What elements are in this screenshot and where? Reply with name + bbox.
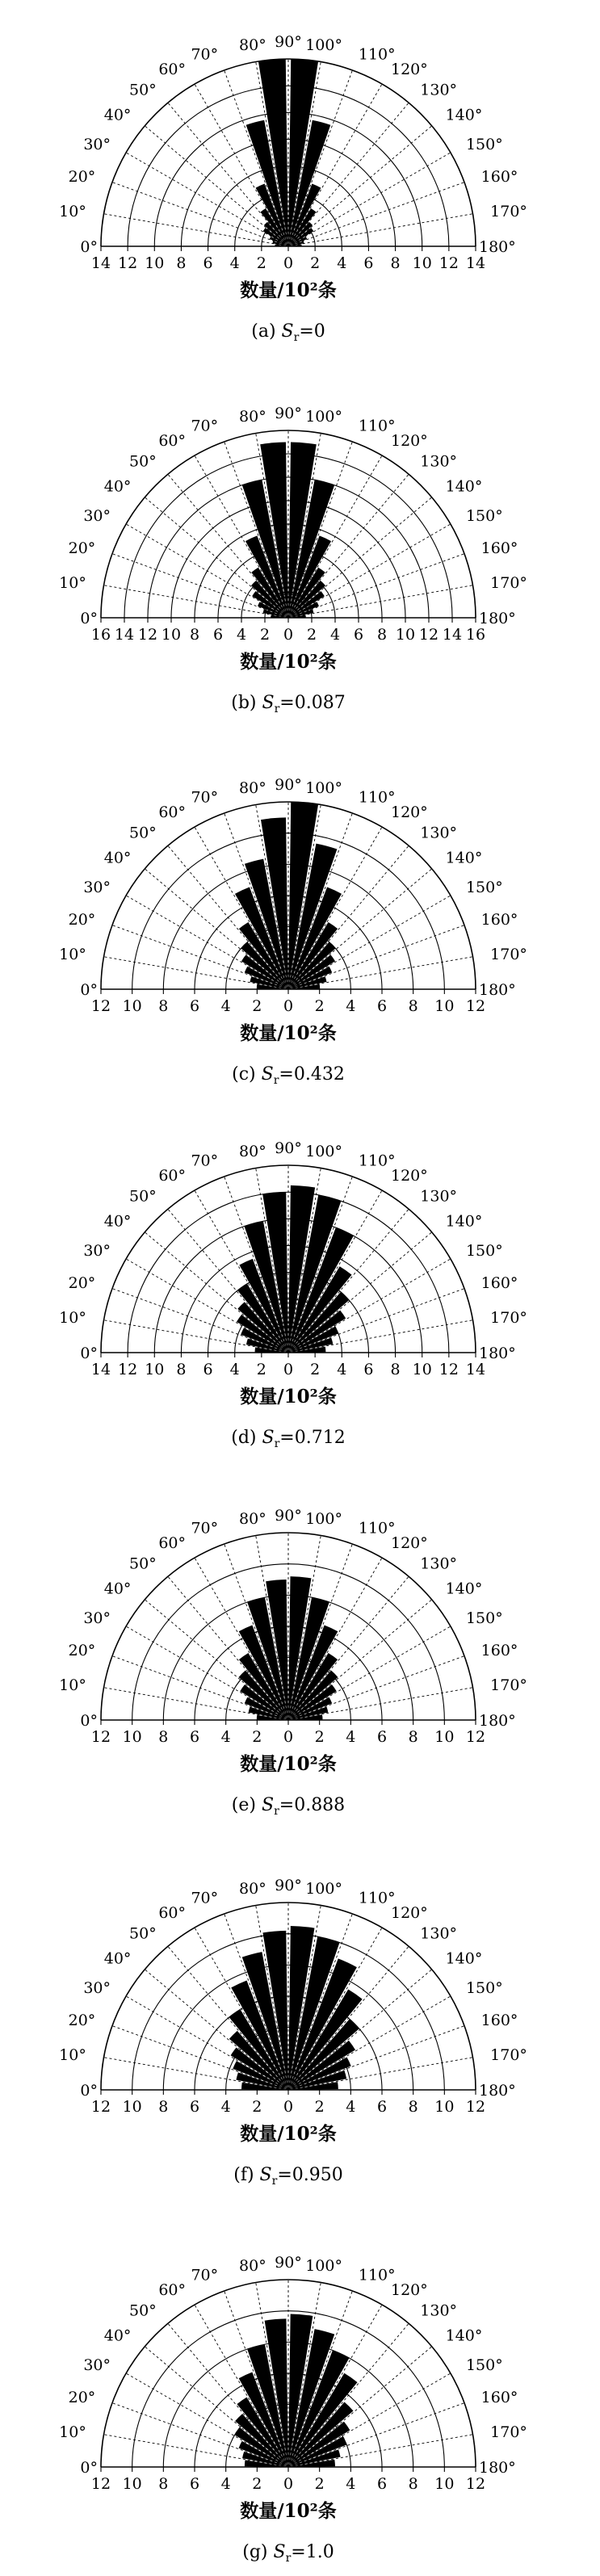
sr-value: =0.888 (279, 1795, 346, 1815)
sr-subscript: r (274, 1437, 280, 1450)
angle-label: 150° (465, 1609, 503, 1627)
angle-label: 180° (479, 1712, 516, 1730)
tick-label: 2 (252, 997, 262, 1015)
angle-label: 90° (275, 1507, 302, 1525)
angle-label: 160° (480, 2389, 518, 2407)
tick-label: 8 (390, 254, 401, 272)
tick-label: 8 (408, 1728, 418, 1746)
angle-label: 150° (465, 1242, 503, 1260)
tick-label: 2 (306, 626, 317, 644)
angle-label: 40° (103, 106, 132, 124)
panel-label: (a) (251, 321, 282, 342)
tick-label: 8 (176, 1361, 187, 1378)
angle-label: 170° (490, 945, 527, 963)
sr-value: =0.712 (279, 1428, 346, 1448)
angle-label: 70° (191, 45, 219, 64)
angle-label: 180° (479, 2459, 516, 2477)
angle-label: 140° (445, 849, 483, 867)
tick-label: 12 (465, 2098, 486, 2116)
rose-chart-d (59, 1139, 527, 1450)
panel-label: (b) (231, 693, 262, 713)
angle-label: 140° (445, 1212, 483, 1231)
angle-label: 60° (158, 61, 186, 79)
angle-label: 180° (479, 238, 516, 256)
tick-label: 0 (283, 254, 294, 272)
angle-label: 160° (480, 168, 518, 187)
tick-label: 10 (122, 2098, 142, 2116)
angle-label: 80° (239, 1879, 266, 1898)
angle-label: 140° (445, 2326, 483, 2345)
angle-label: 30° (83, 136, 111, 153)
angle-label: 90° (275, 33, 302, 51)
tick-label: 4 (346, 997, 356, 1015)
tick-label: 6 (212, 626, 224, 644)
tick-label: 16 (90, 626, 111, 644)
tick-label: 6 (189, 2098, 200, 2116)
tick-label: 12 (465, 1728, 486, 1746)
angle-label: 170° (490, 202, 527, 220)
tick-label: 6 (189, 2475, 200, 2493)
angle-label: 0° (80, 1712, 98, 1730)
tick-label: 8 (408, 997, 418, 1015)
axis-title: 数量/10²条 (240, 2123, 337, 2145)
angle-label: 130° (420, 1924, 458, 1943)
angle-label: 140° (445, 477, 483, 496)
tick-label: 6 (203, 1361, 213, 1378)
tick-label: 0 (283, 2098, 294, 2116)
panel-label: (d) (231, 1428, 262, 1448)
angle-label: 130° (420, 81, 458, 99)
angle-label: 10° (59, 1308, 86, 1327)
angle-label: 10° (59, 2045, 86, 2064)
angle-label: 20° (68, 539, 96, 558)
angle-label: 90° (275, 1139, 302, 1157)
sr-subscript: r (271, 2175, 278, 2188)
angle-label: 100° (305, 1879, 342, 1898)
tick-label: 12 (90, 997, 111, 1015)
sr-symbol: S (273, 2542, 286, 2562)
angle-label: 50° (129, 2301, 157, 2320)
tick-label: 10 (145, 1361, 165, 1378)
angle-label: 160° (480, 2012, 518, 2030)
tick-label: 4 (229, 254, 240, 272)
angle-label: 50° (129, 1187, 157, 1206)
tick-label: 4 (346, 2098, 356, 2116)
tick-label: 4 (229, 1361, 240, 1378)
angle-label: 130° (420, 2301, 458, 2320)
angle-label: 70° (191, 1889, 219, 1907)
angle-label: 30° (83, 879, 111, 896)
angle-label: 110° (358, 1152, 396, 1170)
tick-label: 2 (252, 2098, 262, 2116)
angle-label: 40° (103, 1949, 132, 1968)
angle-label: 0° (80, 1345, 98, 1362)
sr-symbol: S (281, 321, 294, 342)
tick-label: 2 (256, 1361, 266, 1378)
tick-label: 8 (390, 1361, 401, 1378)
tick-label: 2 (310, 1361, 321, 1378)
tick-label: 6 (203, 254, 213, 272)
angle-label: 40° (103, 849, 132, 867)
rose-chart-b (59, 405, 527, 715)
sr-value: =0.432 (279, 1064, 345, 1085)
tick-label: 10 (161, 626, 182, 644)
axis-title: 数量/10²条 (240, 2500, 337, 2522)
angle-label: 130° (420, 452, 458, 471)
angle-label: 120° (391, 2281, 428, 2300)
angle-label: 0° (80, 2082, 98, 2100)
tick-label: 2 (314, 2098, 325, 2116)
tick-label: 6 (376, 2098, 388, 2116)
tick-label: 10 (122, 1728, 142, 1746)
tick-label: 4 (236, 626, 247, 644)
tick-label: 8 (158, 2098, 169, 2116)
angle-label: 20° (68, 168, 96, 187)
tick-label: 8 (408, 2098, 418, 2116)
angle-label: 150° (465, 507, 503, 525)
angle-label: 170° (490, 2045, 527, 2064)
rose-chart-g (59, 2254, 527, 2565)
angle-label: 50° (129, 1554, 157, 1573)
tick-label: 12 (90, 1728, 111, 1746)
angle-label: 30° (83, 1242, 111, 1260)
angle-label: 40° (103, 477, 132, 496)
angle-label: 180° (479, 1345, 516, 1362)
angle-label: 0° (80, 2459, 98, 2477)
angle-label: 60° (158, 1167, 186, 1185)
panel-label: (g) (242, 2542, 274, 2562)
angle-label: 150° (465, 136, 503, 153)
sr-value: =0.950 (277, 2165, 343, 2185)
angle-label: 110° (358, 417, 396, 435)
tick-label: 12 (465, 997, 486, 1015)
angle-label: 0° (80, 238, 98, 256)
tick-label: 12 (118, 254, 138, 272)
tick-label: 12 (465, 2475, 486, 2493)
tick-label: 2 (252, 1728, 262, 1746)
tick-label: 6 (189, 1728, 200, 1746)
angle-label: 30° (83, 1609, 111, 1627)
tick-label: 10 (395, 626, 416, 644)
panel-caption (231, 693, 345, 715)
panel-caption (242, 2542, 334, 2565)
tick-label: 2 (259, 626, 271, 644)
angle-label: 140° (445, 1580, 483, 1598)
angle-label: 100° (305, 1509, 342, 1528)
angle-label: 90° (275, 1877, 302, 1894)
rose-chart-f (59, 1877, 527, 2188)
angle-label: 180° (479, 2082, 516, 2100)
angle-label: 10° (59, 945, 86, 963)
angle-label: 120° (391, 432, 428, 451)
tick-label: 4 (220, 1728, 231, 1746)
angle-label: 10° (59, 202, 86, 220)
radial-gridline (104, 214, 288, 246)
tick-label: 10 (412, 1361, 432, 1378)
angle-label: 30° (83, 507, 111, 525)
angle-label: 100° (305, 2256, 342, 2275)
sr-subscript: r (273, 1074, 279, 1087)
angle-label: 160° (480, 1642, 518, 1660)
angle-label: 70° (191, 788, 219, 807)
tick-label: 14 (90, 254, 111, 272)
angle-label: 160° (480, 539, 518, 558)
tick-label: 10 (145, 254, 165, 272)
angle-label: 60° (158, 432, 186, 451)
sr-value: =0 (299, 321, 325, 342)
tick-label: 12 (438, 254, 459, 272)
panel-caption (251, 321, 325, 344)
angle-label: 90° (275, 405, 302, 422)
angle-label: 130° (420, 1554, 458, 1573)
tick-label: 6 (376, 1728, 388, 1746)
tick-label: 10 (412, 254, 432, 272)
sr-symbol: S (262, 1428, 275, 1448)
tick-label: 4 (220, 997, 231, 1015)
angle-label: 70° (191, 1519, 219, 1538)
angle-label: 120° (391, 803, 428, 822)
tick-label: 14 (465, 254, 486, 272)
axis-title: 数量/10²条 (240, 1753, 337, 1775)
angle-label: 40° (103, 1580, 132, 1598)
angle-label: 60° (158, 1904, 186, 1923)
angle-label: 50° (129, 452, 157, 471)
angle-label: 100° (305, 1142, 342, 1160)
tick-label: 8 (376, 626, 388, 644)
angle-label: 70° (191, 1152, 219, 1170)
tick-label: 14 (114, 626, 135, 644)
sr-symbol: S (261, 1064, 274, 1085)
angle-label: 140° (445, 1949, 483, 1968)
angle-label: 20° (68, 2012, 96, 2030)
angle-label: 30° (83, 2356, 111, 2374)
angle-label: 150° (465, 2356, 503, 2374)
angle-label: 170° (490, 573, 527, 592)
panel-caption (232, 1795, 345, 1818)
angle-label: 10° (59, 573, 86, 592)
angle-label: 0° (80, 981, 98, 999)
sr-subscript: r (274, 1805, 279, 1818)
angle-label: 110° (358, 788, 396, 807)
angle-label: 10° (59, 2423, 86, 2441)
axis-title: 数量/10²条 (240, 651, 337, 673)
angle-label: 30° (83, 1979, 111, 1997)
angle-label: 50° (129, 824, 157, 842)
angle-label: 180° (479, 981, 516, 999)
tick-label: 6 (363, 1361, 374, 1378)
angle-label: 140° (445, 106, 483, 124)
panel-label: (c) (232, 1064, 262, 1085)
angle-label: 40° (103, 1212, 132, 1231)
angle-label: 110° (358, 1519, 396, 1538)
tick-label: 0 (283, 626, 294, 644)
angle-label: 80° (239, 36, 266, 54)
angle-label: 80° (239, 407, 266, 426)
angle-label: 160° (480, 911, 518, 929)
angle-label: 60° (158, 2281, 186, 2300)
angle-label: 80° (239, 2256, 266, 2275)
panel-label: (f) (233, 2165, 260, 2185)
tick-label: 12 (90, 2475, 111, 2493)
angle-label: 120° (391, 1167, 428, 1185)
tick-label: 2 (314, 1728, 325, 1746)
tick-label: 4 (346, 1728, 356, 1746)
angle-label: 50° (129, 81, 157, 99)
tick-label: 2 (256, 254, 266, 272)
angle-label: 70° (191, 417, 219, 435)
sr-symbol: S (262, 693, 275, 713)
sr-value: =0.087 (279, 693, 346, 713)
angle-label: 20° (68, 1642, 96, 1660)
tick-label: 4 (220, 2475, 231, 2493)
rose-chart-a (59, 33, 527, 344)
tick-label: 4 (220, 2098, 231, 2116)
angle-label: 120° (391, 61, 428, 79)
tick-label: 8 (158, 2475, 169, 2493)
tick-label: 8 (158, 997, 169, 1015)
angle-label: 80° (239, 1509, 266, 1528)
angle-label: 60° (158, 803, 186, 822)
tick-label: 16 (465, 626, 486, 644)
angle-label: 100° (305, 778, 342, 797)
tick-label: 6 (376, 997, 388, 1015)
angle-label: 80° (239, 778, 266, 797)
tick-label: 2 (252, 2475, 262, 2493)
angle-label: 130° (420, 824, 458, 842)
tick-label: 8 (158, 1728, 169, 1746)
angle-label: 100° (305, 36, 342, 54)
angle-label: 90° (275, 2254, 302, 2272)
tick-label: 14 (90, 1361, 111, 1378)
tick-label: 4 (329, 626, 341, 644)
sr-subscript: r (293, 331, 300, 344)
tick-label: 14 (465, 1361, 486, 1378)
rose-chart-c (59, 776, 527, 1087)
axis-title: 数量/10²条 (240, 1386, 337, 1408)
angle-label: 160° (480, 1274, 518, 1293)
angle-label: 110° (358, 2266, 396, 2284)
angle-label: 120° (391, 1534, 428, 1553)
tick-label: 4 (337, 254, 347, 272)
angle-label: 90° (275, 776, 302, 794)
axis-title: 数量/10²条 (240, 279, 337, 301)
rose-chart-e (59, 1507, 527, 1818)
angle-label: 10° (59, 1676, 86, 1694)
tick-label: 8 (189, 626, 200, 644)
tick-label: 4 (337, 1361, 347, 1378)
angle-label: 180° (479, 610, 516, 627)
tick-label: 10 (434, 997, 455, 1015)
tick-label: 0 (283, 997, 294, 1015)
angle-label: 60° (158, 1534, 186, 1553)
angle-label: 100° (305, 407, 342, 426)
radial-gridline (288, 214, 472, 246)
angle-label: 20° (68, 1274, 96, 1293)
panel-caption (232, 1064, 345, 1087)
tick-label: 0 (283, 1361, 294, 1378)
angle-label: 70° (191, 2266, 219, 2284)
sr-subscript: r (285, 2552, 292, 2565)
tick-label: 4 (346, 2475, 356, 2493)
tick-label: 10 (434, 1728, 455, 1746)
angle-label: 120° (391, 1904, 428, 1923)
axis-title: 数量/10²条 (240, 1022, 337, 1044)
panel-caption (231, 1428, 345, 1450)
angle-label: 80° (239, 1142, 266, 1160)
tick-label: 0 (283, 1728, 294, 1746)
tick-label: 8 (176, 254, 187, 272)
tick-label: 6 (353, 626, 364, 644)
angle-label: 170° (490, 1676, 527, 1694)
angle-label: 40° (103, 2326, 132, 2345)
tick-label: 12 (137, 626, 158, 644)
sr-subscript: r (274, 703, 280, 715)
tick-label: 10 (434, 2098, 455, 2116)
angle-label: 20° (68, 911, 96, 929)
tick-label: 12 (438, 1361, 459, 1378)
tick-label: 6 (189, 997, 200, 1015)
tick-label: 12 (418, 626, 439, 644)
angle-label: 130° (420, 1187, 458, 1206)
angle-label: 170° (490, 2423, 527, 2441)
tick-label: 6 (376, 2475, 388, 2493)
angle-label: 0° (80, 610, 98, 627)
tick-label: 2 (314, 2475, 325, 2493)
angle-label: 170° (490, 1308, 527, 1327)
angle-label: 150° (465, 879, 503, 896)
panel-caption (233, 2165, 343, 2188)
angle-label: 150° (465, 1979, 503, 1997)
tick-label: 14 (442, 626, 463, 644)
panel-label: (e) (231, 1795, 262, 1815)
tick-label: 10 (434, 2475, 455, 2493)
tick-label: 0 (283, 2475, 294, 2493)
tick-label: 10 (122, 2475, 142, 2493)
tick-label: 12 (90, 2098, 111, 2116)
tick-label: 12 (118, 1361, 138, 1378)
tick-label: 6 (363, 254, 374, 272)
angle-label: 20° (68, 2389, 96, 2407)
tick-label: 2 (314, 997, 325, 1015)
tick-label: 2 (310, 254, 321, 272)
angle-label: 110° (358, 45, 396, 64)
tick-label: 10 (122, 997, 142, 1015)
angle-label: 110° (358, 1889, 396, 1907)
tick-label: 8 (408, 2475, 418, 2493)
angle-label: 50° (129, 1924, 157, 1943)
sr-value: =1.0 (291, 2542, 334, 2562)
sr-symbol: S (259, 2165, 272, 2185)
sr-symbol: S (261, 1795, 275, 1815)
